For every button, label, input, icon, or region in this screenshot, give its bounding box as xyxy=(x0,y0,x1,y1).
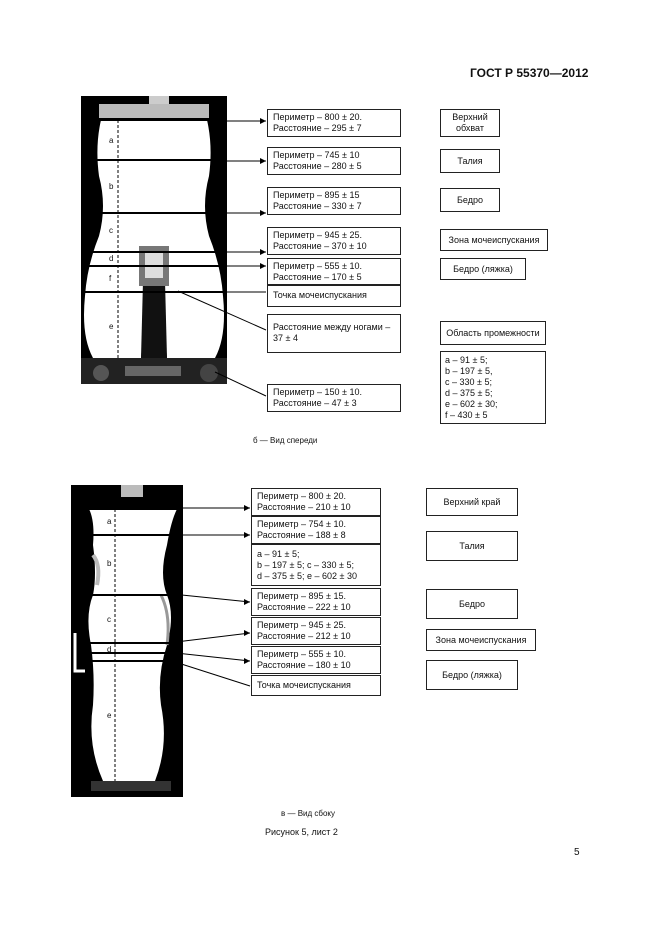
side-view-caption: в — Вид сбоку xyxy=(281,809,336,818)
side-mannequin-figure xyxy=(71,485,183,797)
figure-caption: Рисунок 5, лист 2 xyxy=(265,827,338,837)
front-segment-letter-a: a xyxy=(109,136,114,145)
side-segment-letter-a: a xyxy=(107,517,112,526)
side-tag-urination-zone: Зона мочеиспускания xyxy=(426,629,536,651)
front-segment-letter-b: b xyxy=(109,182,114,191)
front-view-photo xyxy=(81,96,227,384)
front-segment-list: a – 91 ± 5; b – 197 ± 5, c – 330 ± 5; d – 375 ± 5; e – 602 ± 30; f – 430 ± 5 xyxy=(440,351,546,424)
front-tag-thigh: Бедро (ляжка) xyxy=(440,258,526,280)
side-tag-hip: Бедро xyxy=(426,589,518,619)
side-segment-letter-e: e xyxy=(107,711,112,720)
front-segment-letter-e: e xyxy=(109,322,114,331)
front-box-upper-girth: Периметр – 800 ± 20. Расстояние – 295 ± 7 xyxy=(267,109,401,137)
side-box-hip: Периметр – 895 ± 15. Расстояние – 222 ± 10 xyxy=(251,588,381,616)
front-segment-letter-c: c xyxy=(109,226,113,235)
side-segment-list: a – 91 ± 5; b – 197 ± 5; c – 330 ± 5; d – 375 ± 5; e – 602 ± 30 xyxy=(251,544,381,586)
side-segment-letter-b: b xyxy=(107,559,112,568)
side-tag-upper-edge: Верхний край xyxy=(426,488,518,516)
side-box-thigh: Периметр – 555 ± 10. Расстояние – 180 ± 10 xyxy=(251,646,381,674)
front-box-leg-distance: Расстояние между ногами – 37 ± 4 xyxy=(267,314,401,353)
front-box-urination-zone: Периметр – 945 ± 25. Расстояние – 370 ± 10 xyxy=(267,227,401,255)
side-box-urination-point: Точка мочеиспускания xyxy=(251,675,381,696)
side-segment-letter-d: d xyxy=(107,645,112,654)
page-number: 5 xyxy=(574,847,580,858)
side-view-photo xyxy=(71,485,183,797)
front-segment-letter-f: f xyxy=(109,274,112,283)
side-box-waist: Периметр – 754 ± 10. Расстояние – 188 ± 8 xyxy=(251,516,381,544)
front-tag-hip: Бедро xyxy=(440,188,500,212)
front-segment-letter-d: d xyxy=(109,254,114,263)
front-box-crotch: Периметр – 150 ± 10. Расстояние – 47 ± 3 xyxy=(267,384,401,412)
front-tag-upper-girth: Верхний обхват xyxy=(440,109,500,137)
side-box-urination-zone: Периметр – 945 ± 25. Расстояние – 212 ± 10 xyxy=(251,617,381,645)
document-header: ГОСТ Р 55370—2012 xyxy=(470,66,589,80)
side-box-upper-edge: Периметр – 800 ± 20. Расстояние – 210 ± 10 xyxy=(251,488,381,516)
front-box-thigh: Периметр – 555 ± 10. Расстояние – 170 ± 5 xyxy=(267,258,401,285)
front-box-waist: Периметр – 745 ± 10 Расстояние – 280 ± 5 xyxy=(267,147,401,175)
front-box-urination-point: Точка мочеиспускания xyxy=(267,285,401,307)
front-box-hip: Периметр – 895 ± 15 Расстояние – 330 ± 7 xyxy=(267,187,401,215)
front-view-caption: б — Вид спереди xyxy=(253,436,318,445)
side-tag-thigh: Бедро (ляжка) xyxy=(426,660,518,690)
front-tag-waist: Талия xyxy=(440,149,500,173)
side-segment-letter-c: c xyxy=(107,615,111,624)
front-tag-urination-zone: Зона мочеиспускания xyxy=(440,229,548,251)
front-tag-crotch-area: Область промежности xyxy=(440,321,546,345)
side-tag-waist: Талия xyxy=(426,531,518,561)
front-mannequin-figure xyxy=(81,96,227,384)
